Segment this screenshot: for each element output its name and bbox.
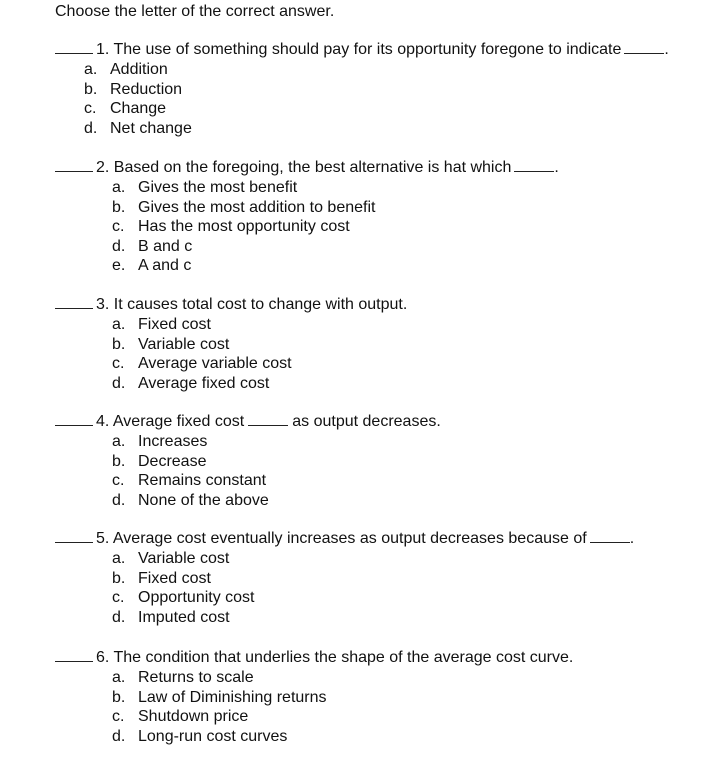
- option-b[interactable]: [84, 80, 192, 100]
- option-letter: e.: [112, 257, 126, 275]
- option-letter: c.: [112, 355, 125, 373]
- instruction-text: Choose the letter of the correct answer.: [55, 3, 335, 20]
- option-d[interactable]: [112, 237, 375, 257]
- option-letter: d.: [112, 237, 126, 255]
- option-letter: b.: [112, 569, 126, 587]
- option-d[interactable]: [112, 491, 269, 511]
- question-line: [55, 40, 669, 60]
- option-text: Change: [110, 100, 167, 118]
- question-number: 2.: [96, 159, 110, 176]
- question-line: [55, 529, 634, 549]
- option-d[interactable]: [112, 608, 255, 628]
- option-text: Gives the most addition to benefit: [138, 198, 376, 216]
- option-text: Reduction: [110, 80, 183, 98]
- option-text: Long-run cost curves: [138, 727, 288, 745]
- option-text: Average fixed cost: [138, 374, 270, 392]
- option-letter: d.: [112, 374, 126, 392]
- option-b[interactable]: [112, 198, 375, 218]
- option-letter: b.: [112, 452, 126, 470]
- option-a[interactable]: [112, 432, 269, 452]
- option-c[interactable]: [112, 471, 269, 491]
- question-line: [55, 158, 559, 178]
- option-text: Decrease: [138, 452, 207, 470]
- option-letter: d.: [112, 608, 126, 626]
- inline-blank[interactable]: [624, 41, 664, 54]
- question-number: 1.: [96, 41, 110, 58]
- option-d[interactable]: [84, 119, 192, 139]
- option-text: Variable cost: [138, 335, 230, 353]
- question-line: [55, 295, 407, 315]
- question-text: The use of something should pay for its opportunity foregone to indicate: [113, 41, 622, 58]
- option-text: Variable cost: [138, 550, 230, 567]
- option-text: Net change: [110, 119, 192, 137]
- question-text-after: as output decreases.: [292, 413, 441, 430]
- options-list: [84, 60, 192, 138]
- question-end-punct: .: [629, 530, 635, 547]
- option-b[interactable]: [112, 688, 327, 708]
- question-number: 3.: [96, 296, 110, 313]
- option-text: Fixed cost: [138, 569, 211, 587]
- options-list: [112, 668, 327, 746]
- question-text: Average fixed cost: [112, 413, 245, 430]
- question-text: Based on the foregoing, the best alternative is hat which: [113, 159, 512, 176]
- options-list: [112, 549, 255, 627]
- option-letter: c.: [84, 100, 97, 118]
- question-line: [55, 648, 573, 668]
- option-a[interactable]: [84, 60, 192, 80]
- option-c[interactable]: [84, 99, 192, 119]
- option-b[interactable]: [112, 569, 255, 589]
- option-c[interactable]: [112, 707, 327, 727]
- question-text: The condition that underlies the shape of the average cost curve.: [113, 649, 574, 666]
- option-text: Returns to scale: [138, 669, 254, 686]
- option-letter: b.: [84, 80, 98, 98]
- option-text: B and c: [138, 237, 193, 255]
- option-letter: c.: [112, 708, 125, 726]
- answer-blank[interactable]: [55, 159, 93, 172]
- option-letter: b.: [112, 688, 126, 706]
- option-text: Opportunity cost: [138, 589, 255, 607]
- option-a[interactable]: [112, 668, 327, 688]
- option-a[interactable]: [112, 178, 375, 198]
- question-end-punct: .: [664, 41, 669, 58]
- option-text: Shutdown price: [138, 708, 249, 726]
- option-d[interactable]: [112, 727, 327, 747]
- option-letter: d.: [112, 491, 126, 509]
- option-b[interactable]: [112, 335, 292, 355]
- inline-blank[interactable]: [514, 159, 554, 172]
- option-text: Has the most opportunity cost: [138, 218, 350, 236]
- answer-blank[interactable]: [55, 413, 93, 426]
- question-number: 6.: [96, 649, 110, 666]
- option-text: Fixed cost: [138, 316, 211, 333]
- question-number: 4.: [96, 413, 110, 430]
- option-a[interactable]: [112, 549, 255, 569]
- option-letter: d.: [112, 727, 126, 745]
- options-list: [112, 178, 375, 276]
- option-text: None of the above: [138, 491, 269, 509]
- question-line: [55, 412, 441, 432]
- answer-blank[interactable]: [55, 530, 93, 543]
- option-c[interactable]: [112, 354, 292, 374]
- option-letter: a.: [112, 669, 126, 686]
- option-text: Addition: [110, 61, 168, 78]
- option-c[interactable]: [112, 217, 375, 237]
- question-end-punct: .: [554, 159, 559, 176]
- option-letter: a.: [112, 179, 126, 196]
- option-text: Law of Diminishing returns: [138, 688, 327, 706]
- answer-blank[interactable]: [55, 649, 93, 662]
- option-letter: a.: [112, 550, 126, 567]
- answer-blank[interactable]: [55, 296, 93, 309]
- option-e[interactable]: [112, 256, 375, 276]
- question-text: Average cost eventually increases as output decreases because of: [112, 530, 587, 547]
- option-c[interactable]: [112, 588, 255, 608]
- option-letter: b.: [112, 335, 126, 353]
- options-list: [112, 432, 269, 510]
- option-letter: c.: [112, 218, 125, 236]
- option-text: A and c: [138, 257, 192, 275]
- option-letter: d.: [84, 119, 98, 137]
- inline-blank[interactable]: [590, 530, 630, 543]
- option-letter: a.: [112, 316, 126, 333]
- option-letter: c.: [112, 472, 125, 490]
- inline-blank[interactable]: [248, 413, 288, 426]
- option-text: Gives the most benefit: [138, 179, 298, 196]
- answer-blank[interactable]: [55, 41, 93, 54]
- option-text: Imputed cost: [138, 608, 230, 626]
- option-a[interactable]: [112, 315, 292, 335]
- option-letter: c.: [112, 589, 125, 607]
- options-list: [112, 315, 292, 393]
- option-text: Remains constant: [138, 472, 267, 490]
- option-letter: a.: [84, 61, 98, 78]
- question-text: It causes total cost to change with output.: [113, 296, 408, 313]
- option-letter: b.: [112, 198, 126, 216]
- option-b[interactable]: [112, 452, 269, 472]
- question-number: 5.: [96, 530, 110, 547]
- option-letter: a.: [112, 433, 126, 450]
- option-text: Increases: [138, 433, 208, 450]
- option-text: Average variable cost: [138, 355, 292, 373]
- option-d[interactable]: [112, 374, 292, 394]
